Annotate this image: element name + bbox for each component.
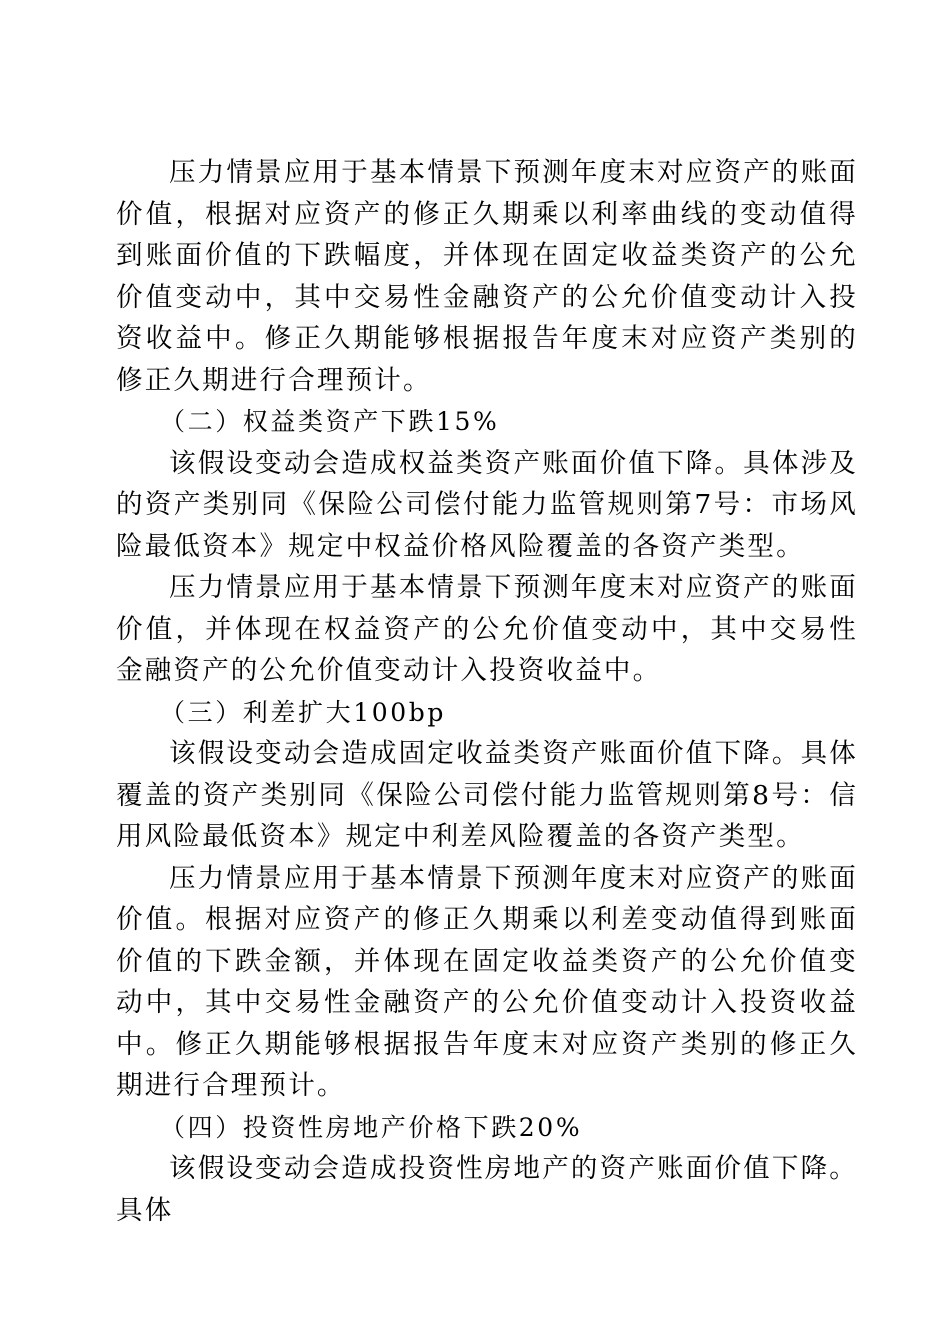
document-body <box>116 152 858 1231</box>
paragraph-stress-scenario-interest-rate: 压力情景应用于基本情景下预测年度末对应资产的账面价值，根据对应资产的修正久期乘以利率曲线的变动值得到账面价值的下跌幅度，并体现在固定收益类资产的公允价值变动中，其中交易性金融资产的公允价值变动计入投资收益中。修正久期能够根据报告年度末对应资产类别的修正久期进行合理预计。 <box>116 157 858 396</box>
paragraph-spread-assumption: 该假设变动会造成固定收益类资产账面价值下降。具体覆盖的资产类别同《保险公司偿付能力监管规则第8号：信用风险最低资本》规定中利差风险覆盖的各资产类型。 <box>116 738 858 852</box>
paragraph-spread-stress-scenario: 压力情景应用于基本情景下预测年度末对应资产的账面价值。根据对应资产的修正久期乘以利差变动值得到账面价值的下跌金额，并体现在固定收益类资产的公允价值变动中，其中交易性金融资产的公允价值变动计入投资收益中。修正久期能够根据报告年度末对应资产类别的修正久期进行合理预计。 <box>116 862 858 1101</box>
section-heading-equity-decline: （二）权益类资产下跌15% <box>160 407 500 436</box>
paragraph-equity-assumption: 该假设变动会造成权益类资产账面价值下降。具体涉及的资产类别同《保险公司偿付能力监管规则第7号：市场风险最低资本》规定中权益价格风险覆盖的各资产类型。 <box>116 447 858 562</box>
paragraph-equity-stress-scenario: 压力情景应用于基本情景下预测年度末对应资产的账面价值，并体现在权益资产的公允价值变动中，其中交易性金融资产的公允价值变动计入投资收益中。 <box>116 572 858 686</box>
section-heading-real-estate-decline: （四）投资性房地产价格下跌20% <box>160 1112 583 1142</box>
section-heading-spread-widening: （三）利差扩大100bp <box>160 697 446 727</box>
paragraph-real-estate-assumption: 该假设变动会造成投资性房地产的资产账面价值下降。具体 <box>116 1153 858 1226</box>
